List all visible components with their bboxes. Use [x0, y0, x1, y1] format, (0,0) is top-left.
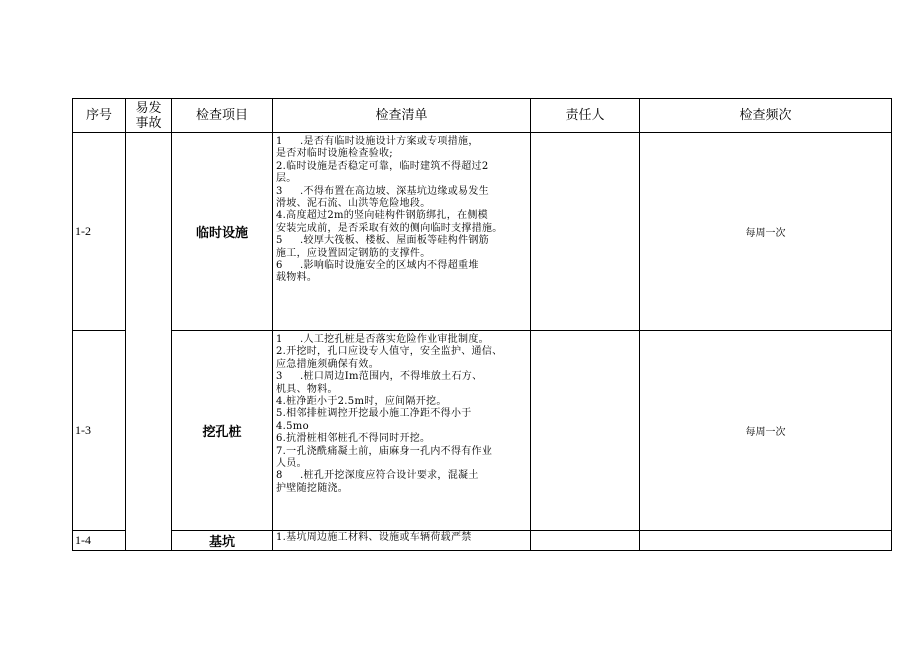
list-line: 层。 — [276, 173, 297, 185]
row-check-item: 临时设施 — [172, 133, 273, 331]
list-line: 1 .人工挖孔桩是否落实危险作业审批制度。 — [276, 334, 489, 345]
row-seq: 1-3 — [73, 331, 126, 531]
list-line: 1 .是否有临时设施设计方案或专项措施， — [276, 136, 479, 147]
list-line: 5 .较厚大筏板、楼板、屋面板等硅构件钢筋 — [276, 235, 489, 247]
list-line: 1.基坑周边施工材料、设施或车辆荷载严禁 — [276, 532, 472, 543]
list-line: 5.相邻排桩调控开挖最小施工净距不得小于 — [276, 408, 472, 420]
row-check-list — [273, 133, 531, 331]
list-line: 应急措施须确保有效。 — [276, 358, 379, 370]
header-row — [73, 99, 892, 133]
row-person — [531, 133, 640, 331]
row-frequency: 每周一次 — [640, 331, 892, 531]
list-line: 7.一孔浇酰痛凝土前，庙麻身一孔内不得有作业 — [276, 445, 493, 457]
list-line: 2.开挖时，孔口应设专人值守，安全监护、通信、 — [276, 346, 503, 358]
row-check-list — [273, 531, 531, 551]
inspection-table — [72, 98, 892, 551]
list-line: 是否对临时设施检查验收; — [276, 148, 393, 160]
table-row — [73, 531, 892, 551]
list-line: 安装完成前，是否采取有效的侧向临时支撑措施。 — [276, 222, 503, 234]
row-person — [531, 331, 640, 531]
list-line: 施工，应设置固定钢筋的支撑件。 — [276, 247, 431, 259]
list-line: 护壁随挖随浇。 — [276, 482, 349, 494]
list-line: 4.高度超过2m的竖向硅构件钢筋绑扎，在侧模 — [276, 210, 488, 222]
list-line: 6.抗滑桩相邻桩孔不得同时开挖。 — [276, 433, 431, 445]
header-accident-type: 易发事故 — [126, 99, 172, 133]
header-person: 责任人 — [531, 99, 640, 133]
list-line: 载物料。 — [276, 272, 318, 284]
table-row — [73, 331, 892, 531]
list-line: 6 .影响临时设施安全的区域内不得超重堆 — [276, 260, 479, 272]
list-line: 8 .桩孔开挖深度应符合设计要求，混凝土 — [276, 470, 479, 482]
list-line: 人员。 — [276, 458, 307, 470]
list-line: 4.桩净距小于2.5m时，应间隔开挖。 — [276, 396, 447, 408]
list-line: 3 .桩口周边Im范围内，不得堆放土石方、 — [276, 371, 483, 383]
list-line: 机具、物料。 — [276, 383, 338, 395]
header-check-list: 检查清单 — [273, 99, 531, 133]
row-check-list — [273, 331, 531, 531]
row-person — [531, 531, 640, 551]
header-check-item: 检查项目 — [172, 99, 273, 133]
row-frequency: 每周一次 — [640, 133, 892, 331]
row-check-item: 挖孔桩 — [172, 331, 273, 531]
header-frequency: 检查频次 — [640, 99, 892, 133]
row-check-item: 基坑 — [172, 531, 273, 551]
list-line: 滑坡、泥石流、山洪等危险地段。 — [276, 198, 431, 210]
row-seq: 1-4 — [73, 531, 126, 551]
list-line: 2.临时设施是否稳定可靠，临时建筑不得超过2 — [276, 160, 489, 172]
list-line: 4.5mo — [276, 420, 309, 432]
header-seq: 序号 — [73, 99, 126, 133]
table-row — [73, 133, 892, 331]
accident-type-cell — [126, 133, 172, 551]
row-frequency — [640, 531, 892, 551]
row-seq: 1-2 — [73, 133, 126, 331]
list-line: 3 .不得布置在高边坡、深基坑边缘或易发生 — [276, 185, 489, 197]
